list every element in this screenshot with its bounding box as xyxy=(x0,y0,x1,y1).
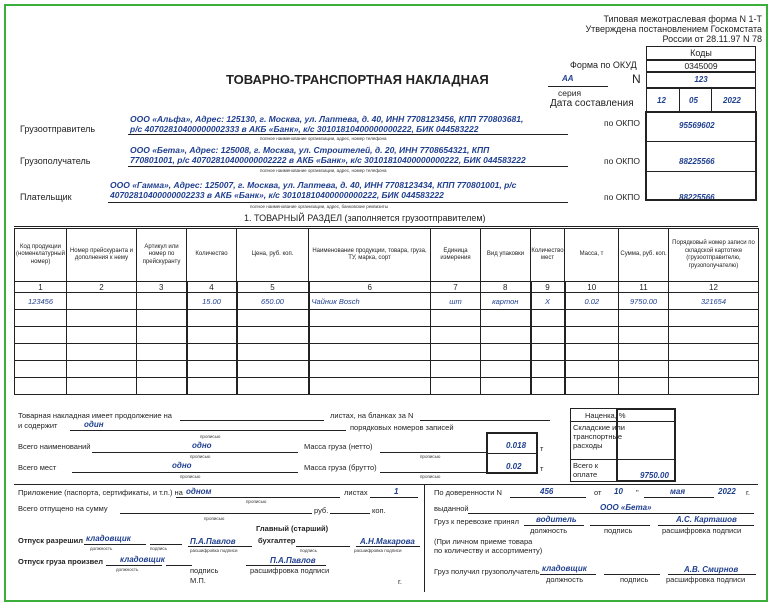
caption-propis-7: прописью xyxy=(204,516,225,521)
number-cell: 123 xyxy=(646,72,756,88)
mass: 0.02 xyxy=(565,293,619,310)
caption-propis-5: прописью xyxy=(420,474,441,479)
gross-mass-value: 0.02 xyxy=(506,462,522,471)
pa-day: 10 xyxy=(614,487,623,496)
table-row xyxy=(15,361,759,378)
price: 650.00 xyxy=(237,293,309,310)
pa-year: 2022 xyxy=(718,487,736,496)
sheets-suffix: листах xyxy=(344,488,368,497)
attachments-value: одном xyxy=(186,487,212,496)
payer-value: ООО «Гамма», Адрес: 125007, г. Москва, ул. Лаптева, д. 40, ИНН 7708123434, КПП 770801001, р/с 40702810400000002233 в АКБ «Банк», к/с 30101810400000000222, БИК 044583222 xyxy=(110,180,517,200)
col-header: Код продукции (номенклатурный номер) xyxy=(15,229,67,282)
caption-propis-6: прописью xyxy=(246,499,267,504)
cargo-received-label: Груз получил грузополучатель xyxy=(434,567,540,576)
power-attorney-number: 456 xyxy=(540,487,554,496)
rub-label: руб. xyxy=(314,506,329,515)
chief-accountant-label: Главный (старший) xyxy=(256,524,329,533)
caption-propis-2: прописью xyxy=(420,454,441,459)
form-approved-line: Утверждена постановлением Госкомстата xyxy=(585,24,762,34)
series-value: АА xyxy=(562,74,574,83)
issued-label: выданной xyxy=(434,504,469,513)
gross-mass-label: Масса груза (брутто) xyxy=(304,463,377,472)
number-sign: N xyxy=(632,72,641,86)
okud-value-cell: 0345009 xyxy=(646,60,756,72)
release-allowed-position: кладовщик xyxy=(86,534,131,543)
table-row xyxy=(15,344,759,361)
shipper-label: Грузоотправитель xyxy=(20,124,96,134)
record-number: 321654 xyxy=(669,293,759,310)
sheets-value: 1 xyxy=(394,487,399,496)
net-mass-label: Масса груза (нетто) xyxy=(304,442,373,451)
extras-label-box: Наценка, % Складские или транспортные расходы Всего к оплате xyxy=(570,408,676,482)
stamp-label: М.П. xyxy=(190,576,206,585)
table-row xyxy=(15,378,759,395)
col-header: Артикул или номер по прейскуранту xyxy=(137,229,187,282)
column-number-row: 1 2 3 4 5 6 7 8 9 10 11 12 xyxy=(15,282,759,293)
caption-propis-1: прописью xyxy=(200,434,221,439)
shipper-value: ООО «Альфа», Адрес: 125130, г. Москва, ул. Лаптева, д. 40, ИНН 7708123456, КПП 770803681, р/с 40702810400000002333 в АКБ «Банк», к/с 30101810400000000222, БИК 044583222 xyxy=(130,114,524,134)
released-goods-name: П.А.Павлов xyxy=(270,556,316,565)
form-date-line: России от 28.11.97 N 78 xyxy=(662,34,762,44)
personal-receipt-2: по количеству и ассортименту) xyxy=(434,546,543,555)
places-count: X xyxy=(531,293,565,310)
product-name: Чайник Bosch xyxy=(309,293,431,310)
release-allowed-label: Отпуск разрешил xyxy=(18,536,83,545)
series-label: серия xyxy=(558,88,582,98)
okud-label: Форма по ОКУД xyxy=(570,60,637,70)
okpo-label-1: по ОКПО xyxy=(604,118,640,128)
accountant-name: А.Н.Макарова xyxy=(360,537,415,546)
pa-year-suffix: г. xyxy=(746,488,750,497)
total-names-value: одно xyxy=(192,441,212,450)
codes-header-cell: Коды xyxy=(646,46,756,60)
quantity: 15.00 xyxy=(187,293,237,310)
caption-propis-3: прописью xyxy=(190,454,211,459)
table-row xyxy=(15,327,759,344)
section-title: 1. ТОВАРНЫЙ РАЗДЕЛ (заполняется грузоотправителем) xyxy=(244,213,486,223)
released-goods-position: кладовщик xyxy=(120,555,165,564)
from-label: от xyxy=(594,488,602,497)
shipper-caption: полное наименование организации, адрес, номер телефона xyxy=(260,136,387,141)
cargo-received-position: кладовщик xyxy=(542,564,587,573)
total-places-value: одно xyxy=(172,461,192,470)
decoding-label-2: расшифровка подписи xyxy=(250,566,330,575)
continuation-label: Товарная накладная имеет продолжение на xyxy=(18,411,172,420)
consignee-caption: полное наименование организации, адрес, номер телефона xyxy=(260,168,387,173)
contains-label: и содержит xyxy=(18,421,58,430)
unit: шт xyxy=(431,293,481,310)
product-code: 123456 xyxy=(15,293,67,310)
date-compiled-label: Дата составления xyxy=(550,98,634,109)
total-names-label: Всего наименований xyxy=(18,442,91,451)
payer-label: Плательщик xyxy=(20,192,72,202)
attachments-label: Приложение (паспорта, сертификаты, и т.п.) на xyxy=(18,488,183,497)
date-month: 05 xyxy=(689,96,698,105)
to-pay-value: 9750.00 xyxy=(640,471,669,480)
table-header-row xyxy=(15,229,759,282)
col-header: Наименование продукции, товара, груза, ТУ, марка, сорт xyxy=(309,229,431,282)
released-goods-label: Отпуск груза произвел xyxy=(18,557,104,566)
date-year: 2022 xyxy=(723,96,741,105)
col-header: Количество xyxy=(187,229,237,282)
form-approval-header xyxy=(585,14,762,44)
col-header: Вид упаковки xyxy=(481,229,531,282)
serial-records-label: порядковых номеров записей xyxy=(350,423,454,432)
okpo-shipper: 95569602 xyxy=(679,121,715,130)
col-header: Масса, т xyxy=(565,229,619,282)
cargo-accepted-name: А.С. Карташов xyxy=(676,515,737,524)
goods-table xyxy=(14,228,759,395)
form-type-line: Типовая межотраслевая форма N 1-Т xyxy=(603,14,762,24)
accountant-label: бухгалтер xyxy=(258,536,296,545)
col-header: Номер прейскуранта и дополнения к нему xyxy=(67,229,137,282)
consignee-value: ООО «Бета», Адрес: 125008, г. Москва, ул. Строителей, д. 20, ИНН 7708654321, КПП 770801001, р/с 40702810400000002222 в АКБ «Банк», к/с 30101810400000000222, БИК 044583222 xyxy=(130,145,526,165)
col-header: Порядковый номер записи по складской картотеке (грузоотправителю, грузополучателю) xyxy=(669,229,759,282)
net-mass-value: 0.018 xyxy=(506,441,527,450)
document-title: ТОВАРНО-ТРАНСПОРТНАЯ НАКЛАДНАЯ xyxy=(226,72,489,87)
date-box xyxy=(646,88,756,112)
caption-propis-4: прописью xyxy=(180,474,201,479)
signature-label-2: подпись xyxy=(190,566,219,575)
col-header: Сумма, руб. коп. xyxy=(619,229,669,282)
released-sum-label: Всего отпущено на сумму xyxy=(18,504,108,513)
consignee-label: Грузополучатель xyxy=(20,156,91,166)
okpo-label-3: по ОКПО xyxy=(604,192,640,202)
gross-mass-unit: т xyxy=(540,464,544,473)
cargo-received-name: А.В. Смирнов xyxy=(684,565,739,574)
issued-value: ООО «Бета» xyxy=(600,503,652,512)
table-row xyxy=(15,293,759,310)
okpo-consignee: 88225566 xyxy=(679,157,715,166)
kop-label: коп. xyxy=(372,506,386,515)
contains-value: один xyxy=(84,420,104,429)
cargo-accepted-position: водитель xyxy=(536,515,577,524)
okpo-payer: 88225566 xyxy=(679,193,715,202)
pa-month: мая xyxy=(670,487,686,496)
date-day: 12 xyxy=(657,96,666,105)
power-attorney-label: По доверенности N xyxy=(434,488,502,497)
col-header: Количество мест xyxy=(531,229,565,282)
sheets-label: листах, на бланках за N xyxy=(330,411,414,420)
table-row xyxy=(15,310,759,327)
net-mass-unit: т xyxy=(540,444,544,453)
payer-caption: полное наименование организации, адрес, банковские реквизиты xyxy=(250,204,389,209)
col-header: Единица измерения xyxy=(431,229,481,282)
year-suffix: г. xyxy=(398,577,402,586)
release-allowed-name: П.А.Павлов xyxy=(190,537,236,546)
quote-mark: " xyxy=(636,488,639,497)
okpo-label-2: по ОКПО xyxy=(604,156,640,166)
col-header: Цена, руб. коп. xyxy=(237,229,309,282)
cargo-accepted-label: Груз к перевозке принял xyxy=(434,517,519,526)
total-places-label: Всего мест xyxy=(18,463,57,472)
package-type: картон xyxy=(481,293,531,310)
personal-receipt-1: (При личном приеме товара xyxy=(434,537,533,546)
sum: 9750.00 xyxy=(619,293,669,310)
